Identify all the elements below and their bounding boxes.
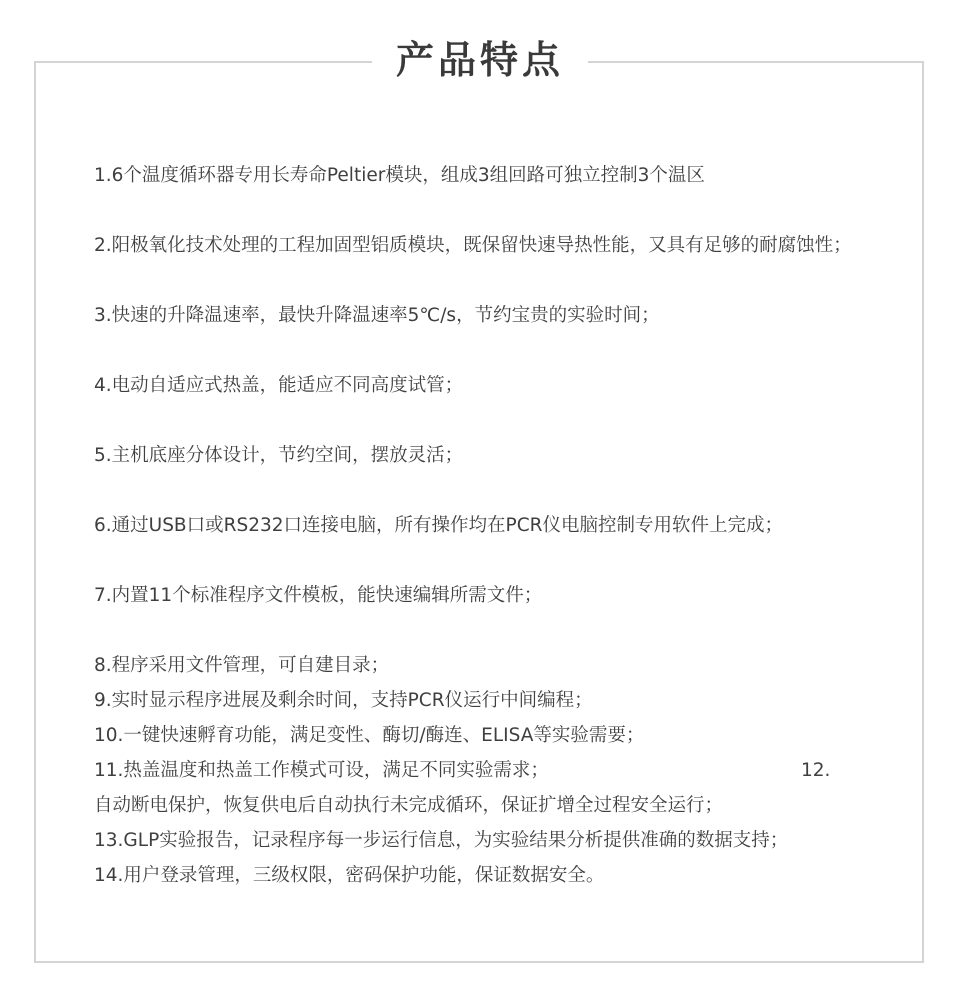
spacer bbox=[94, 473, 884, 508]
title-wrap bbox=[0, 32, 960, 88]
spacer bbox=[94, 403, 884, 438]
feature-item-14: 14.用户登录管理，三级权限，密码保护功能，保证数据安全。 bbox=[94, 865, 605, 886]
feature-item-11-text: 11.热盖温度和热盖工作模式可设，满足不同实验需求； bbox=[94, 760, 549, 781]
feature-item-3: 3.快速的升降温速率，最快升降温速率5℃/s，节约宝贵的实验时间； bbox=[94, 305, 660, 326]
feature-item-1: 1.6个温度循环器专用长寿命Peltier模块，组成3组回路可独立控制3个温区 bbox=[94, 165, 705, 186]
feature-item-9: 9.实时显示程序进展及剩余时间，支持PCR仪运行中间编程； bbox=[94, 690, 593, 711]
spacer bbox=[94, 613, 884, 648]
spacer bbox=[94, 193, 884, 228]
feature-item-11 bbox=[94, 753, 884, 788]
spacer bbox=[94, 333, 884, 368]
feature-item-13: 13.GLP实验报告，记录程序每一步运行信息，为实验结果分析提供准确的数据支持； bbox=[94, 830, 789, 851]
feature-item-12: 自动断电保护，恢复供电后自动执行未完成循环，保证扩增全过程安全运行； bbox=[94, 795, 724, 816]
feature-item-10: 10.一键快速孵育功能，满足变性、酶切/酶连、ELISA等实验需要； bbox=[94, 725, 645, 746]
feature-item-6: 6.通过USB口或RS232口连接电脑，所有操作均在PCR仪电脑控制专用软件上完成； bbox=[94, 515, 783, 536]
feature-item-2: 2.阳极氧化技术处理的工程加固型铝质模块，既保留快速导热性能，又具有足够的耐腐蚀性； bbox=[94, 235, 852, 256]
feature-item-5: 5.主机底座分体设计，节约空间，摆放灵活； bbox=[94, 445, 464, 466]
spacer bbox=[94, 263, 884, 298]
feature-list bbox=[94, 158, 884, 893]
feature-item-7: 7.内置11个标准程序文件模板，能快速编辑所需文件； bbox=[94, 585, 543, 606]
page-title: 产品特点 bbox=[372, 32, 588, 88]
feature-item-12-number: 12. bbox=[800, 760, 831, 781]
feature-item-4: 4.电动自适应式热盖，能适应不同高度试管； bbox=[94, 375, 464, 396]
spacer bbox=[94, 543, 884, 578]
feature-item-8: 8.程序采用文件管理，可自建目录； bbox=[94, 655, 390, 676]
